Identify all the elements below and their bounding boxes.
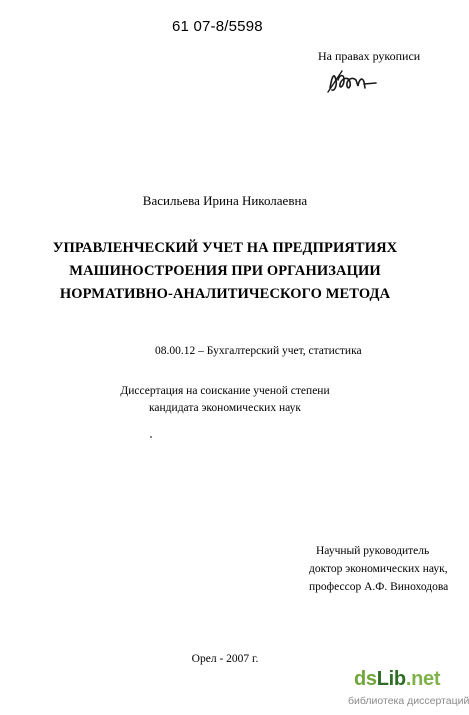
logo-part-net: .net xyxy=(405,668,441,690)
logo-part-lib: Lib xyxy=(376,668,406,690)
manuscript-rights-note: На правах рукописи xyxy=(318,49,421,63)
thesis-title-line-3: НОРМАТИВНО-АНАЛИТИЧЕСКОГО МЕТОДА xyxy=(59,286,391,302)
city-year: Орел - 2007 г. xyxy=(191,653,259,665)
watermark-subtitle: библиотека диссертаций xyxy=(348,695,469,707)
watermark-logo[interactable] xyxy=(348,668,469,712)
watermark-logo-text xyxy=(354,668,440,691)
handwritten-signature xyxy=(326,66,378,96)
supervisor-line-3: профессор А.Ф. Виноходова xyxy=(309,581,449,593)
dissertation-degree-line-1: Диссертация на соискание ученой степени xyxy=(120,385,330,397)
scan-speck xyxy=(150,436,152,438)
supervisor-line-2: доктор экономических наук, xyxy=(309,563,448,575)
specialty-code: 08.00.12 – Бухгалтерский учет, статистика xyxy=(155,345,362,357)
archive-code-stamp: 61 07-8/5598 xyxy=(172,18,263,35)
author-name: Васильева Ирина Николаевна xyxy=(142,193,308,208)
logo-part-ds: ds xyxy=(354,668,377,690)
thesis-title-line-2: МАШИНОСТРОЕНИЯ ПРИ ОРГАНИЗАЦИИ xyxy=(69,263,381,279)
thesis-title-line-1: УПРАВЛЕНЧЕСКИЙ УЧЕТ НА ПРЕДПРИЯТИЯХ xyxy=(52,240,398,256)
dissertation-degree-line-2: кандидата экономических наук xyxy=(149,402,301,414)
supervisor-line-1: Научный руководитель xyxy=(316,545,430,557)
